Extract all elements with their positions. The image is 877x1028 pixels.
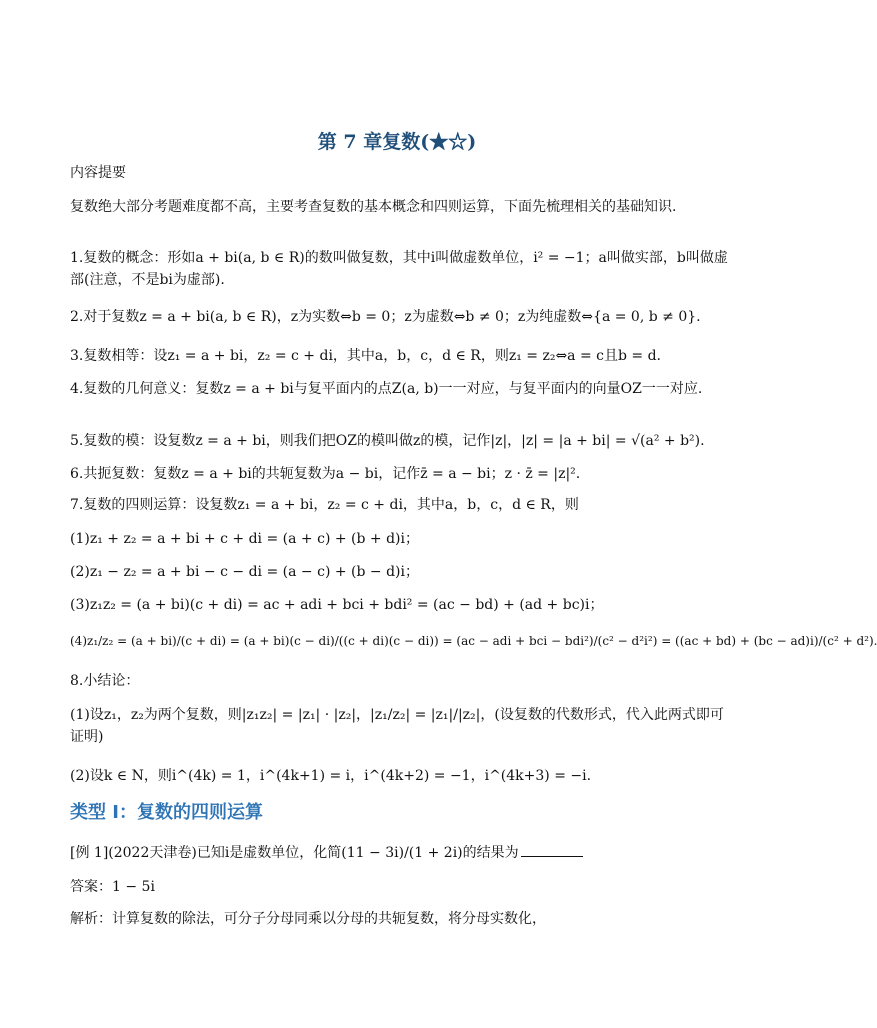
example-1 xyxy=(70,842,730,864)
operation-add: (1)z₁ + z₂ = a + bi + c + di = (a + c) + (b + d)i； xyxy=(70,531,419,547)
point-7: 7.复数的四则运算：设复数z₁ = a + bi，z₂ = c + di，其中a，b，c，d ∈ R，则 xyxy=(70,497,579,513)
point-5: 5.复数的模：设复数z = a + bi，则我们把OZ的模叫做z的模，记作|z|，|z| = |a + bi| = √(a² + b²). xyxy=(70,433,705,449)
section-heading: 类型 I：复数的四则运算 xyxy=(70,802,263,823)
point-4: 4.复数的几何意义：复数z = a + bi与复平面内的点Z(a, b)一一对应，与复平面内的向量OZ一一对应. xyxy=(70,381,703,397)
summary-1: (1)设z₁，z₂为两个复数，则|z₁z₂| = |z₁| · |z₂|，|z₁/z₂| = |z₁|/|z₂|，(设复数的代数形式，代入此两式即可证明) xyxy=(70,707,724,745)
intro-label: 内容提要 xyxy=(70,165,126,181)
operation-subtract: (2)z₁ − z₂ = a + bi − c − di = (a − c) + (b − d)i； xyxy=(70,564,419,580)
answer: 答案：1 − 5i xyxy=(70,879,155,895)
point-3: 3.复数相等：设z₁ = a + bi，z₂ = c + di，其中a，b，c，d ∈ R，则z₁ = z₂⇔a = c且b = d. xyxy=(70,348,661,364)
answer-blank xyxy=(521,842,583,857)
analysis: 解析：计算复数的除法，可分子分母同乘以分母的共轭复数，将分母实数化， xyxy=(70,911,546,927)
example-text: [例 1](2022天津卷)已知i是虚数单位，化简(11 − 3i)/(1 + 2i)的结果为 xyxy=(70,845,519,861)
point-1: 1.复数的概念：形如a + bi(a, b ∈ R)的数叫做复数，其中i叫做虚数单位，i² = −1；a叫做实部，b叫做虚部(注意，不是bi为虚部). xyxy=(70,250,728,288)
operation-divide: (4)z₁/z₂ = (a + bi)/(c + di) = (a + bi)(c − di)/((c + di)(c − di)) = (ac − adi + bci − bdi²)/(c² − d²i²) = ((ac + bd) + (bc − ad)i)/(c² + d²). xyxy=(70,634,877,648)
summary-label: 8.小结论： xyxy=(70,673,140,689)
operation-multiply: (3)z₁z₂ = (a + bi)(c + di) = ac + adi + bci + bdi² = (ac − bd) + (ad + bc)i； xyxy=(70,597,604,613)
point-2: 2.对于复数z = a + bi(a, b ∈ R)，z为实数⇔b = 0；z为虚数⇔b ≠ 0；z为纯虚数⇔{a = 0, b ≠ 0}. xyxy=(70,309,701,325)
point-6: 6.共扼复数：复数z = a + bi的共轭复数为a − bi，记作z̄ = a − bi；z · z̄ = |z|². xyxy=(70,466,581,482)
summary-2: (2)设k ∈ N，则i^(4k) = 1，i^(4k+1) = i，i^(4k+2) = −1，i^(4k+3) = −i. xyxy=(70,768,592,784)
intro-text: 复数绝大部分考题难度都不高，主要考查复数的基本概念和四则运算，下面先梳理相关的基础知识. xyxy=(70,199,677,215)
page-title: 第 7 章复数(★☆) xyxy=(317,131,477,153)
